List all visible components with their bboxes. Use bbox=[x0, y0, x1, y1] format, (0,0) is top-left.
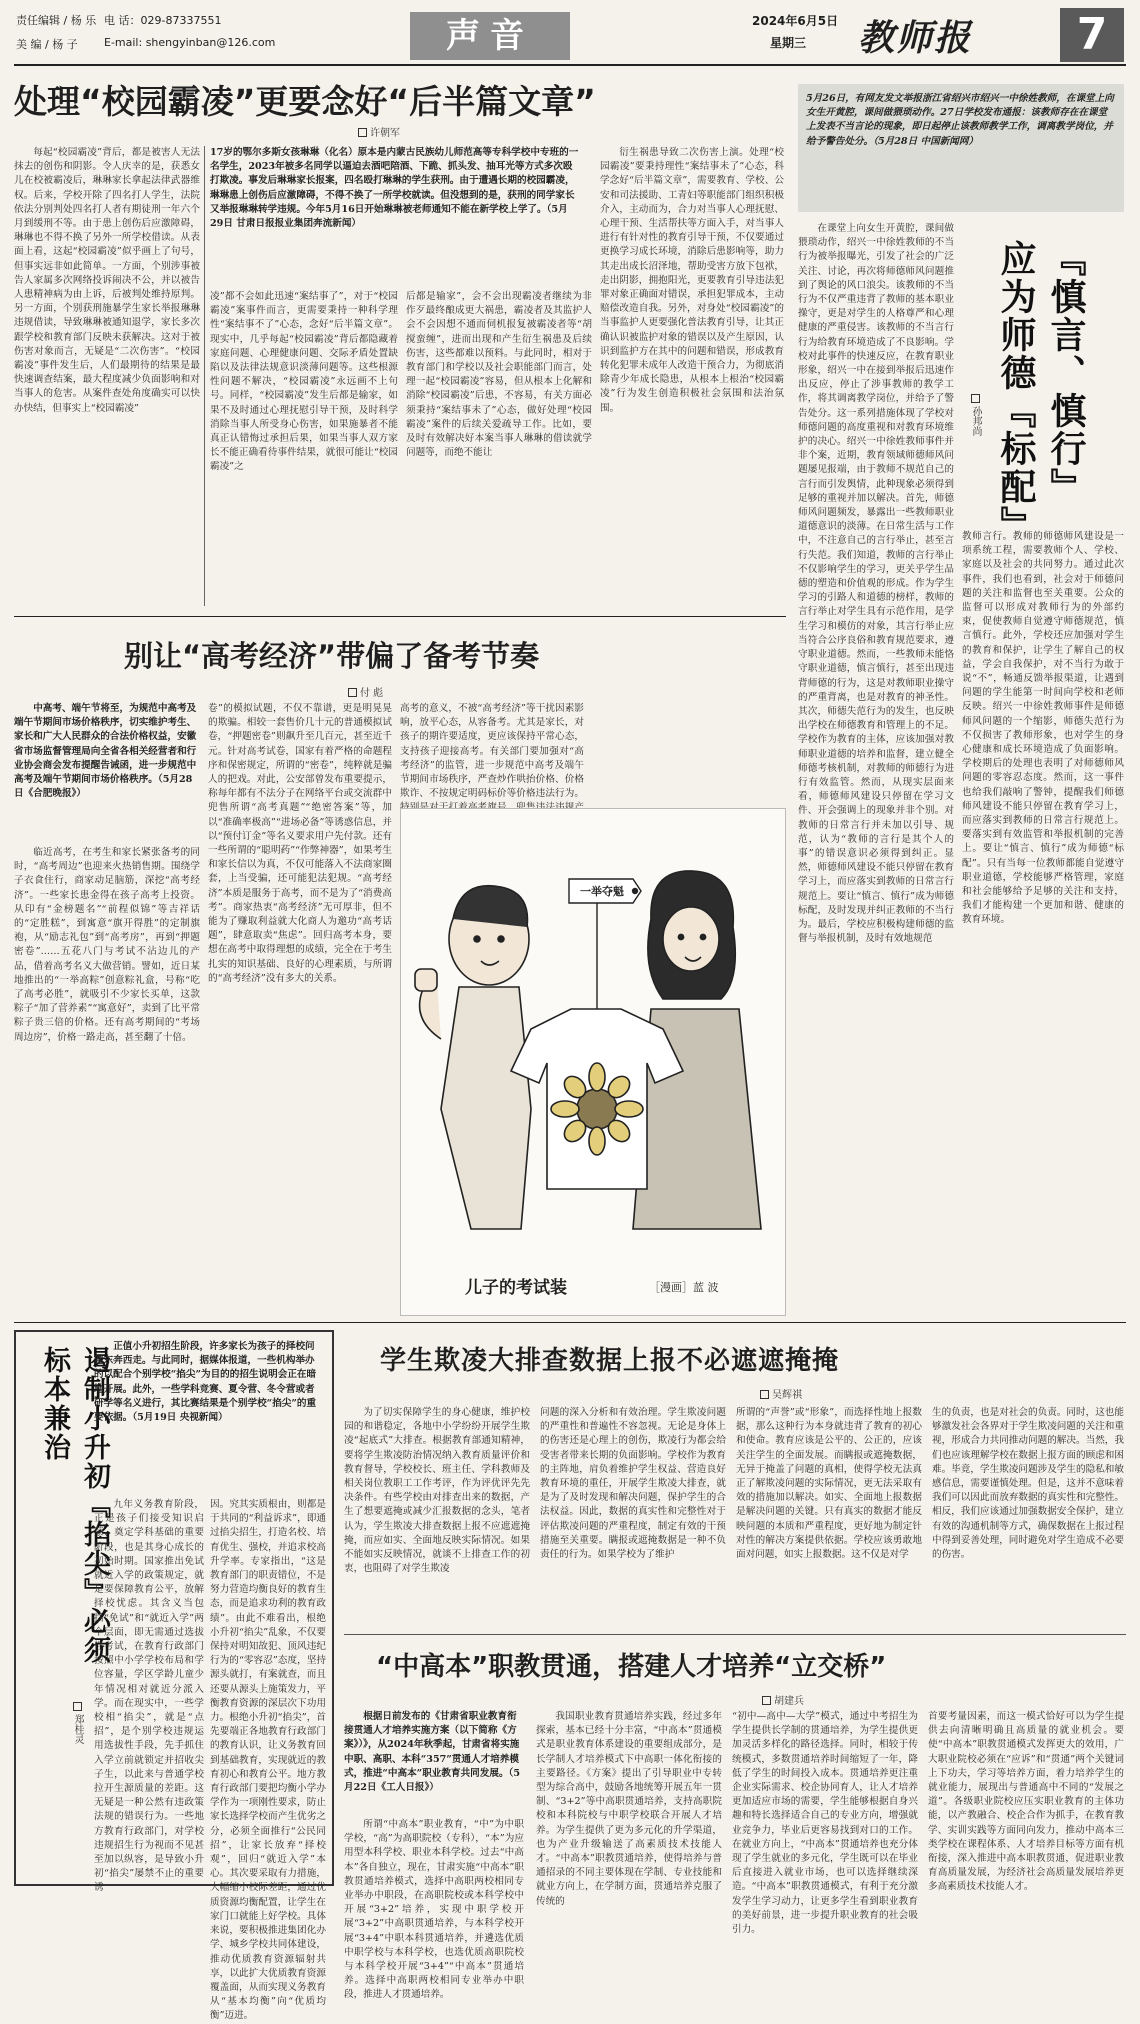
article5-byline bbox=[70, 1702, 85, 1744]
article4-author: 吴辉祺 bbox=[772, 1390, 802, 1401]
article1-divider-1 bbox=[204, 146, 205, 606]
editor-line: 责任编辑 / 杨 乐 bbox=[16, 14, 97, 27]
article4-col3: 所谓的“声誉”或“形象”，而选择性地上报数据，那么这种行为本身就违背了教育的初心和使命。教育应该是公平的、公正的，应该关注学生的全面发展。而瞒报或遮掩数据，无异于掩盖了问题的真相，使得学校无法真正了解欺凌问题的实际情况，更无法采取有效的措施加以解决。如实、全面地上报数据是解决问题的关键。只有真实的数据才能反映问题的本质和严重程度，更好地为制定针对性的解决方案提供依据。学校应该勇敢地面对问题，如实上报数据。这不仅是对学 bbox=[736, 1407, 922, 1561]
article4-col4: 生的负责，也是对社会的负责。同时，这也能够激发社会各界对于学生欺凌问题的关注和重视，形成合力共同推动问题的解决。当然，我们也应该理解学校在数据上报方面的顾虑和困难。毕竟，学生欺凌问题涉及学生的隐私和敏感信息，需要谨慎处理。但是，这并不意味着我们可以因此而放弃数据的真实性和完整性。相反，我们应该通过加强数据安全保护，建立有效的沟通机制等方式，确保数据在上报过程中得到妥善处理，同时避免对学生造成不必要的伤害。 bbox=[932, 1407, 1124, 1561]
cartoon-credit: ［漫画］蓝 波 bbox=[649, 1281, 719, 1294]
article3-title: 『慎言、慎行』应为师德『标配』 bbox=[995, 240, 1086, 544]
issue-date: 2024年6月5日 bbox=[752, 14, 839, 28]
article1-lead: 17岁的鄂尔多斯女孩琳琳（化名）原本是内蒙古民族幼儿师范高等专科学校中专班的一名学生，2023年被多名同学以逼迫去酒吧陪酒、下跪、抓头发、抽耳光等方式多次殴打欺凌。事发后琳琳家长报案，四名殴打琳琳的学生获刑。由于遭遇长期的校园霸凌，琳琳患上创伤后应激障碍，不得不换了一所学校就读。但没想到的是，获刑的同学家长又举报琳琳转学违规。今年5月16日开始琳琳被老师通知不能在新学校上学了。（5月29日 甘肃日报报业集团奔流新闻） bbox=[210, 147, 579, 230]
article5-col2: 因。究其实质根由，则都是于共同的“利益诉求”，即通过掐尖招生，打造名校、培育优生、强校，并追求校高升学率。专家指出，“这是教育部门的职责错位，不是努力营造均衡良好的教育生态，而是追求功利的教育政绩”。由此不难看出，根绝小升初“掐尖”乱象，不仅要保持对明知故犯、顶风违纪行为的“零容忍”态度，坚持源头就打，有案就查，而且还要从源头上施策发力，平衡教育资源的深层次下功用力。根绝小升初“掐尖”，首先要端正各地教育行政部门的教育认识，让义务教育回到基础教育，实现就近的教育初心和教育公平。地方教育行政部门要把均衡小学办学作为一项刚性要求，防止家长选择学校而产生优劣之分，必须全面推行“公民同招”，让家长放弃“择校观”，回归“就近入学”本心。其次要采取有力措施，大幅缩小校际差距，通过优质资源均衡配置，让学生在家门口就能上好学校。具体来说，要积极推进集团化办学、城乡学校共同体建设，推动优质教育资源辐射共享，以此扩大优质教育资源覆盖面，从而实现义务教育从“基本均衡”向“优质均衡”迈进。 bbox=[210, 1499, 326, 2022]
article6-col2: 我国职业教育贯通培养实践，经过多年探索，基本已经十分丰富，“中高本”贯通模式是职业教育体系建设的重要组成部分，是长学制人才培养模式下中高职一体化衔接的主要路径。《方案》提出了引导职业中专转型为综合高中，鼓励各地统筹开展五年一贯制、“3+2”等中高职贯通培养，支持高职院校和本科院校与中职学校联合开展人才培养。为学生提供了更为多元化的升学渠道，也为产业升级输送了高素质技术技能人才。“中高本”职教贯通培养，使得培养与普通招录的不同主要体现在学制、专业技能和就业方向上，在学制方面，贯通培养克服了传统的 bbox=[536, 1711, 722, 1907]
article1-col2: 凌”都不会如此迅速“案结事了”，对于“校园霸凌”案事件而言，更需要秉持一种科学理性“案结事不了”心态，念好“后半篇文章”。现实中，几乎每起“校园霸凌”背后都隐藏着家庭问题、心理健康问题、交际矛盾处置缺陷以及法律法规意识淡薄问题等。这些根源性问题不解决，“校园霸凌”永远画不上句号。同样，“校园霸凌”发生后都是输家，如果不及时通过心理抚慰引导干预，及时科学消除当事人所受身心伤害，如果施暴者不能真正认错悔过承担后果，如果当事人双方家长不能正确看待事件结果，就很可能让“校园霸凌”之 bbox=[210, 291, 398, 473]
article2-byline bbox=[348, 684, 383, 699]
cartoon-title: 儿子的考试装 bbox=[465, 1278, 567, 1298]
article6-byline bbox=[762, 1692, 804, 1707]
boy-figure bbox=[415, 886, 531, 1229]
article2-col3: 高考的意义，不被“高考经济”等干扰因素影响，放平心态，从容备考。尤其是家长，对孩子的期许要适度，更应该保持平常心态，支持孩子迎接高考。有关部门要加强对“高考经济”的监管，进一步规范中高考及端午节期间市场秩序，严查炒作哄抬价格、价格欺诈、不按规定明码标价等价格违法行为。 bbox=[400, 703, 584, 800]
page-number: 7 bbox=[1076, 9, 1108, 60]
article2-col1: 临近高考，在考生和家长紧张备考的同时，“高考周边”也迎来火热销售期。围绕学子衣食住行，商家动足脑筋，深挖“高考经济”。一些家长患金得在孩子高考上投资。从印有“金榜题名”“前程似锦”等吉祥话的“定胜糕”，到寓意“旗开得胜”的定制旗袍，从“励志礼包”到“高考房”，再到“押题密卷”……五花八门与考试不沾边儿的产品，借着高考名义大做营销。譬如，近日某地推出的“一举高粽”创意粽礼盒，号称“吃了高考必胜”，就吸引不少家长买单，这款粽子“加了营养素”“寓意好”，卖到了比平常粽子贵三倍的价格。还有高考期间的“考场周边房”，价格一路走高，甚至翻了十倍。 bbox=[14, 847, 200, 1043]
designer-line: 美 编 / 杨 子 bbox=[16, 38, 78, 51]
article1-author: 许朝军 bbox=[370, 128, 400, 139]
article3-lead: 5月26日，有网友发文举报浙江省绍兴市绍兴一中徐姓教师，在课堂上向女生开黄腔，课间做猥琐动作。27日学校发布通报：该教师存在在课堂上发表不当言论的现象，即日起停止该教师教学工作，调离教学岗位，并给予警告处分。（5月28日 中国新闻网） bbox=[806, 93, 1114, 147]
article5-lead: 正值小升初招生阶段，许多家长为孩子的择校问题东奔西走。与此同时，据媒体报道，一些机构举办的以配合个别学校“掐尖”为目的的招生说明会正在暗地开展。此外，一些学科竞赛、夏令营、冬令营或者研学等名义进行，其比赛结果是个别学校“掐尖”的重要依据。（5月19日 央视新闻） bbox=[94, 1341, 317, 1424]
article2-lead: 中高考、端午节将至，为规范中高考及端午节期间市场价格秩序，切实维护考生、家长和广大人民群众的合法价格权益，安徽省市场监督管理局向全省各相关经营者和行业协会商会发布提醒告诫函，进一步规范中高考及端午节期间市场价格秩序。（5月28日《合肥晚报》） bbox=[14, 703, 197, 800]
article1-col1: 每起“校园霸凌”背后，都是被害人无法抹去的创伤和阴影。令人庆幸的是，获悉女儿在校被霸凌后，琳琳家长拿起法律武器维权。后来，学校开除了四名打人学生，法院依法分别判处四名打人者有期徒刑一年六个月到缓刑不等。由于患上创伤后应激障碍，琳琳也不得不换了另外一所学校借读。从表面上看，这起“校园霸凌”似乎画上了句号，但事实远非如此简单。一方面，个别涉事被告人家属多次网络投诉闹决不公，并以被告人患精神病为由上诉，后被判处维持原判。另一方面，个别获刑施暴学生家长举报琳琳违规借读，导致琳琳被通知退学，家长多次跟学校和教育部门反映未获解决。这对于被伤害对象而言，无疑是“二次伤害”。“校园霸凌”事件发生后，人们最期待的结果是最快速调查结案，最大程度减少负面影响和对当事人的危害。从案件查处角度确实可以快办快结，但事实上“校园霸凌” bbox=[14, 147, 200, 414]
article2-title: 别让“高考经济”带偏了备考节奏 bbox=[124, 639, 540, 673]
article5-col1: 九年义务教育阶段，正是孩子们接受知识启蒙、奠定学科基础的重要阶段，也是其身心成长的初始时期。国家推出免试就近入学的政策规定，就是要保障教育公平，放解择校忧虑。其含义当包括“免试”和“就近入学”两个层面，即无需通过选拔性考试，在教育行政部门按照中小学学校布局和学位容量，学区学龄儿童少年情况相对就近分派入学。而在现实中，一些学校相“掐尖”，就是“点招”，是个别学校违规运用选拔性手段，先手抓住入学立前就锁定并招收尖子生，以此来与普通学校拉开生源质量的差距。这无疑是一种公然有违政策法规的错误行为。一些地方教育行政部门，对学校违规招生行为视而不见甚至加以纵容，是导致小升初“掐尖”屡禁不止的重要诱 bbox=[94, 1499, 204, 1894]
article3-byline bbox=[968, 394, 983, 436]
article4-col2: 问题的深入分析和有效治理。学生欺凌问题的严重性和普遍性不容忽视。无论是身体上的伤害还是心理上的创伤，欺凌行为都会给受害者带来长期的负面影响。学校作为教育的主阵地，肩负着维护学生权益、营造良好教育环境的重任，开展学生欺凌大排查，就是为了及时发现和解决问题，保护学生的合法权益。因此，数据的真实性和完整性对于评估欺凌问题的严重程度，制定有效的干预措施至关重要。瞒报或遮掩数据是一种不负责任的行为。如果学校为了维护 bbox=[540, 1407, 726, 1561]
article1-col3: 后都是输家”，会不会出现霸凌者继续为非作歹最终酿成更大祸患，霸凌者及其监护人会不会因想不通而伺机报复被霸凌者等“胡搅蛮缠”，进而出现和产生衍生祸患及后续伤害，这些都难以预料。与此同时，相对于教育部门和学校以及社会职能部门而言，处理一起“校园霸凌”容易，但从根本上化解和消除“校园霸凌”后患，不容易，有关方面必须秉持“案结事未了”心态，做好处理“校园霸凌”案件的后续关爱疏导工作。比如，要及时有效解决好本案当事人琳琳的借读就学问题等，而绝不能让 bbox=[406, 291, 592, 459]
article5-title: 遏制小升初『掐尖』必须标本兼治 bbox=[39, 1346, 110, 1665]
article6-col4: 首要考量因素，而这一模式恰好可以为学生提供去向清晰明确且高质量的就业机会。要使“中高本”职教贯通模式发挥更大的效用，广大职业院校必须在“应诉”和“贯通”两个关键词上下功夫，学习等培养方面，着力培养学生的就业能力，展现出与普通高中不同的“发展之道”。各级职业院校应压实职业教育的主体功能，以产教融合、校企合作为抓手，在教育教学、实训实践等方面同向发力，推动中高本三类学校在课程体系、人才培养目标等方面有机衔接，深入推进中高本职教贯通，促进职业教育高质量发展，为经济社会高质量发展培养更多高素质技术技能人才。 bbox=[928, 1711, 1124, 1893]
section-title: 声音 bbox=[446, 16, 534, 56]
email-line: E-mail: shengyinban@126.com bbox=[104, 36, 276, 49]
article6-title: “中高本”职教贯通，搭建人才培养“立交桥” bbox=[376, 1652, 887, 1682]
article6-col3: “初中—高中—大学”模式，通过中考招生为学生提供长学制的贯通培养，为学生提供更加灵活多样化的路径选择。同时，相较于传统模式，多数贯通培养时间缩短了一年，降低了学生的时间投入成本。贯通培养更注重企业实际需求、校企协同育人，让人才培养更加适应市场的需要，学生能够根据自身兴趣和特长选择适合自己的专业方向，增强就业竞争力，毕业后更容易找到对口的工作。在就业方向上，“中高本”贯通培养也充分体现了学生就业的多元化，学生既可以在毕业后直接进入就业市场，也可以选择继续深造。“中高本”职教贯通模式，有利于充分激发学生学习动力，让更多学生看到职业教育的美好前景，进一步提升职业教育的社会吸引力。 bbox=[732, 1711, 918, 1936]
article6-author: 胡建兵 bbox=[774, 1696, 804, 1707]
article1-bottom-rule bbox=[14, 616, 786, 617]
masthead bbox=[0, 0, 1140, 64]
article3-author: 孙邦尚 bbox=[970, 406, 981, 436]
cartoon-panel bbox=[400, 808, 786, 1316]
header-rule bbox=[14, 64, 1126, 66]
article2-col2: 卷”的模拟试题，不仅不靠谱，更是明晃晃的欺骗。相较一套售价几十元的普通模拟试卷，“押题密卷”则飙升至几百元，甚至近千元。针对高考试卷，国家有着严格的命题程序和保密规定，所谓的“密卷”，纯粹就是骗人的把戏。对此，公安部曾发布重要提示，称每年都有不法分子在网络平台或交流群中兜售所谓“高考真题”“绝密答案”等，加以“准确率极高”“进场必备”等诱惑信息，并以“预付订金”等名义要求用户先付款。还有一些所谓的“聪明药”“作弊神器”，如果考生和家长信以为真，不仅可能落入不法商家圈套，上当受骗，还可能犯法犯规。“高考经济”本质是服务于高考，而不是为了“消费高考”。商家热衷“高考经济”无可厚非，但不能为了赚取利益就大化商人为邀功“高考话题”，肆意取卖“焦虑”。回归高考本身，要想在高考中取得理想的成绩，完全在于考生扎实的知识基础、良好的心理素质，与所谓的“高考经济”没有多大的关系。 bbox=[208, 703, 392, 984]
article1-col4: 衍生祸患导致二次伤害上演。处理“校园霸凌”要秉持理性“案结事未了”心态，科学念好“后半篇文章”，需要教育、学校、公安和司法援助、工青妇等职能部门组织积极介入，主动而为，合力对当事人心理抚慰、心理干预、生活帮扶等方面入手，对当事人进行有针对性的教育引导干预，不仅要通过更换学习成长环境，消除后患影响等，助力其走出成长沼泽地，帮助受害方放下包袱，走出阴影，拥抱阳光，更要教育引导违法犯罪对象正确面对错误，承担犯罪成本，主动赔偿改造自我。另外，对身处“校园霸凌”的当事监护人更要强化普法教育引导，让其正确认识被监护对象的错误以及产生原因，认识到监护方在其中的问题和错误，形成教育转化犯罪未成年人改造干预合力，为彻底消除青少年成长隐患，从根本上根治“校园霸凌”行为发生创造积极社会氛围和法治氛围。 bbox=[600, 147, 784, 414]
article2-col4 bbox=[592, 702, 784, 802]
cartoon-illustration bbox=[401, 809, 785, 1269]
article6-col1: 所谓“中高本”职业教育，“中”为中职学校，“高”为高职院校（专科），“本”为应用型本科学校、职业本科学校。过去“中高本”各自独立，现在，甘肃实施“中高本”职教贯通培养模式，选择中高职两校相同专业举办中职段，在高职院校或本科学校中开展“3+2”培养，实现中职学校开展“3+2”中高职贯通培养，与本科学校开展“3+4”中职本科贯通培养，并遴选优质中职学校与本科学校，也选优质高职院校与本科学校开展“3+4”“中高本”贯通培养。选择中高职两校相同专业举办中职段，推进人才贯通培养。 bbox=[344, 1819, 524, 2001]
paper-logo: 教师报 bbox=[858, 17, 973, 59]
article3-col2: 教师言行。教师的师德师风建设是一项系统工程，需要教师个人、学校、家庭以及社会的共同努力。通过此次事件，我们也看到，社会对于师德问题的关注和监督也至关重要。公众的监督可以形成对教师行为的外部约束，促使教师自觉遵守师德规范，慎言慎行。此外，学校还应加强对学生的教育和保护，让学生了解自己的权益，学会自我保护，对不当行为敢于说“不”，畅通反馈举报渠道，让遇到问题的学生能第一时间向学校和老师反映。绍兴一中徐姓教师事件是师德师风问题的一个缩影，师德失范行为不仅损害了教师形象，也对学生的身心健康和成长环境造成了负面影响。学校期后的处理也表明了对师德师风问题的零容忍态度。然而，这一事件也给我们敲响了警钟，提醒我们师德师风建设不能只停留在教育学习上，而应落实到教师的日常言行规范上。要落实到有效监管和举报机制的完善上。要让“慎言、慎行”成为师德“标配”。只有当每一位教师都能自觉遵守职业道德，学校能够严格管理，家庭和社会能够给予足够的关注和支持，我们才能构建一个更加和谐、健康的教育环境。 bbox=[962, 531, 1124, 926]
article2-author: 付 彪 bbox=[360, 688, 384, 699]
middle-rule bbox=[14, 1322, 1126, 1323]
article4-bottom-rule bbox=[344, 1634, 1126, 1635]
cartoon-tag-text: 一举夺魁 bbox=[580, 885, 624, 898]
article1-byline bbox=[358, 124, 400, 139]
article4-col1: 为了切实保障学生的身心健康，维护校园的和谐稳定，各地中小学纷纷开展学生欺凌“起底式”大排查。根据教育部通知精神，要将学生欺凌防治情况纳入教育质量评价和教育督导，学校校长、班主任、学科教师及相关岗位教职工工作考评，作为评优评先先决条件。有些学校由对排查出来的数据，产生了想要遮掩或减少汇报数据的念头，笔者认为，学生欺凌大排查数据上报不应遮遮掩掩，而应如实、全面地反映实际情况。如果不能如实反映情况，就谈不上排查工作的初衷，也阻碍了对学生欺凌 bbox=[344, 1407, 530, 1575]
article4-title: 学生欺凌大排查数据上报不必遮遮掩掩 bbox=[380, 1346, 840, 1376]
article3-col1: 在课堂上向女生开黄腔，课间做猥琐动作，绍兴一中徐姓教师的不当行为被举报曝光，引发了社会的广泛关注、讨论，再次将师德师风问题推到了舆论的风口浪尖。该教师的不当行为不仅严重违背了教师的基本职业操守，更是对学生的人格尊严和心理健康的严重侵害。该教师的不当言行行为给教育环境造成了不良影响。学校对此事件的快速反应，在教育职业形象，绍兴一中在接到举报后迅速作出反应，停止了涉事教师的教学工作，将其调离教学岗位，并给予了警告处分。这一系列措施体现了学校对师德问题的高度重视和对教育环境维护的决心。绍兴一中徐姓教师事件并非个案，近期，教育领域师德师风问题屡见报端，由于教师不规范自己的言行而引发舆情，此种现象必须得到足够的重视并加以解决。首先，师德师风问题频发，暴露出一些教师职业道德意识的淡薄。在日常生活与工作中，不注意自己的言行举止，甚至言行失范。我们知道，教师的言行举止不仅影响学生的学习，更关乎学生品德的塑造和价值观的形成。作为学生学习的引路人和道德的榜样，教师的言行举止对学生具有示范作用，是学生学习和模仿的对象，其言行举止应当符合公序良俗和教育规范要求，遵守职业道德。然而，一些教师未能恪守职业道德，慎言慎行，甚至出现违背师德的行为，这是对教师职业操守的严重背离，也是对教育的神圣性。其次，师德失范行为的发生，也反映出学校在师德教育和管理上的不足。学校作为教育的主体，应该加强对教师职业道德的培养和监督，建立健全师德考核机制，对教师的师德行为进行有效监管。然而，从现实层面来看，师德师风建设只停留在学习文件、开会强调上的现象并非个别。对教师的日常言行并未加以引导、规范，认为“教师的言行是其个人的事”的错误意识必须得到纠正。显然，师德师风建设不能只停留在教育学习上，而应落实到教师的日常言行规范上。要让“慎言、慎行”成为师德标配，及时发现并纠正教师的不当行为。最后，学校应积极构建师德的监督与举报机制，及时有效地规范 bbox=[798, 223, 954, 945]
issue-weekday: 星期三 bbox=[770, 36, 807, 50]
article4-byline bbox=[760, 1386, 802, 1401]
article5-author: 郑桂灵 bbox=[72, 1714, 83, 1744]
article6-lead: 根据日前发布的《甘肃省职业教育衔接贯通人才培养实施方案（以下简称《方案》）》，从2024年秋季起，甘肃省将实施中职、高职、本科“357”贯通人才培养模式，推进“中高本”职业教育共同发展。（5月22日《工人日报》） bbox=[344, 1711, 521, 1794]
article1-title: 处理“校园霸凌”更要念好“后半篇文章” bbox=[14, 82, 596, 121]
phone-line: 电 话：029-87337551 bbox=[104, 14, 222, 27]
